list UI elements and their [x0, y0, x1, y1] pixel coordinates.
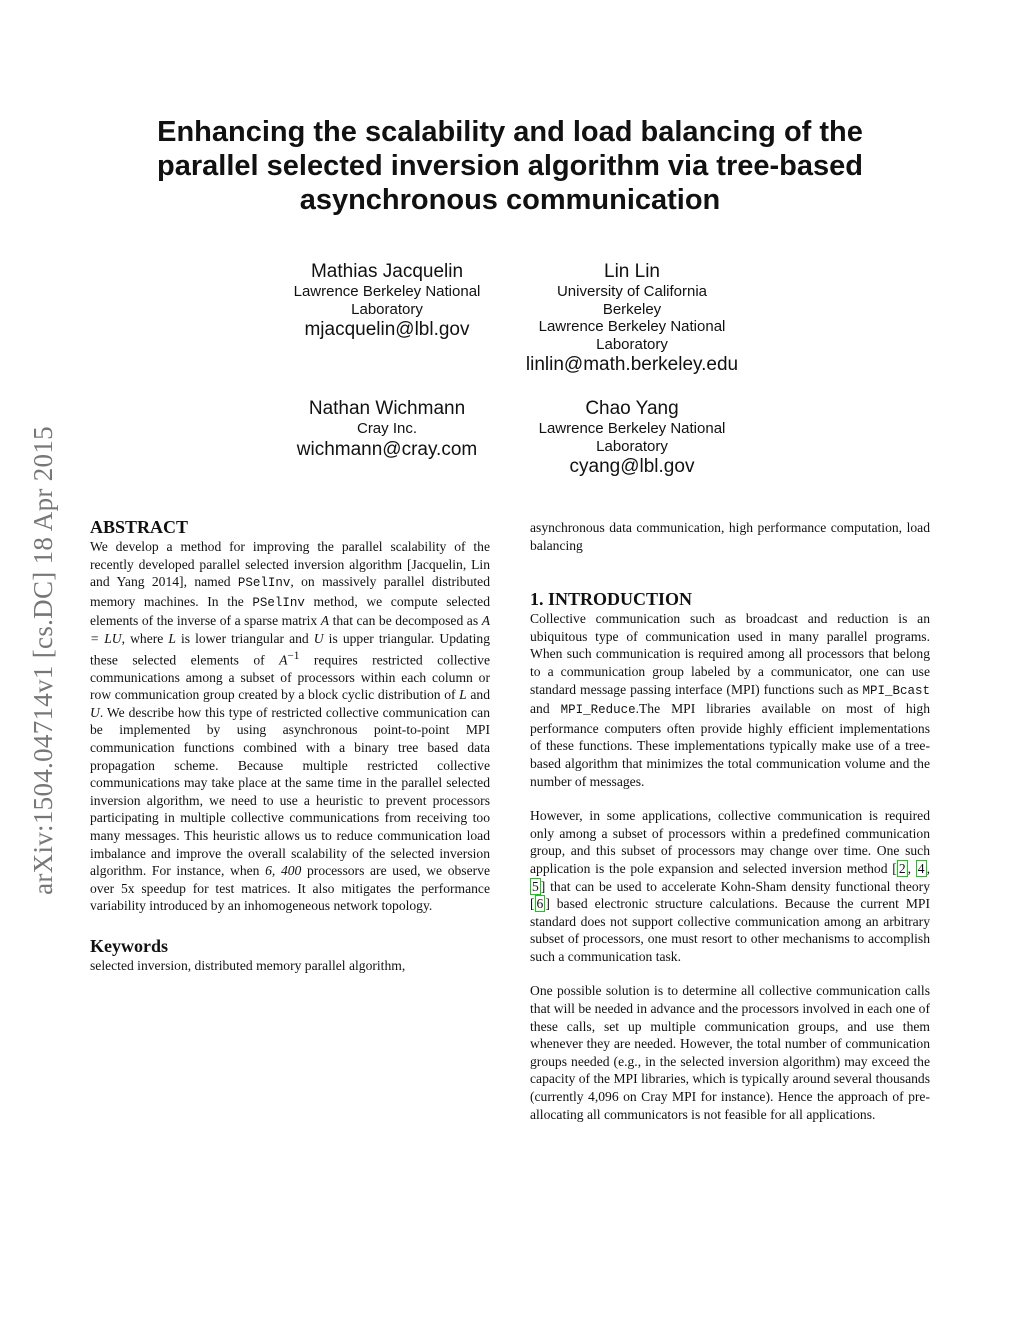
intro-paragraph-3: One possible solution is to determine all collective communication calls that will be needed in advance and the processors involved in each one of these calls, set up multiple communication groups, and use them whenever they are needed. However, the total number of communication groups needed (e.g., in the selected inversion algorithm) may exceed the capacity of the MPI libraries, which is typically around several thousands (currently 4,096 on Cray MPI for instance). Hence the approach of pre-allocating all communicators is not feasible for all applications.	[530, 983, 930, 1122]
author-block-1	[272, 261, 502, 341]
keywords-text: selected inversion, distributed memory parallel algorithm,	[90, 958, 406, 973]
arxiv-side-stamp	[18, 350, 68, 970]
author-name: Mathias Jacquelin	[310, 261, 464, 282]
author-affiliation: Berkeley	[602, 300, 662, 318]
author-affiliation: Lawrence Berkeley National	[538, 318, 726, 335]
author-affiliation: Laboratory	[596, 335, 668, 353]
author-affiliation: Lawrence Berkeley National	[293, 283, 481, 300]
author-email: linlin@math.berkeley.edu	[525, 354, 739, 375]
citation-link[interactable]: 4	[917, 860, 925, 876]
author-affiliation: Laboratory	[351, 300, 423, 318]
paper-title: Enhancing the scalability and load balancing of the parallel selected inversion algorithm via tree-based asynchronous communication	[157, 116, 863, 216]
citation-link[interactable]: 6	[536, 896, 544, 912]
author-affiliation: Lawrence Berkeley National	[538, 420, 726, 437]
left-column	[90, 516, 490, 975]
keywords-heading: Keywords	[90, 936, 168, 956]
citation-link[interactable]: 2	[898, 860, 906, 876]
author-affiliation: Laboratory	[596, 437, 668, 455]
intro-paragraph-1: Collective communication such as broadcast and reduction is an ubiquitous type of communication used in many parallel programs. When such communication is required among all processors that belong to a communication group labeled by a communicator, one can use standard message passing interface (MPI) functions such as MPI_Bcast and MPI_Reduce.The MPI libraries available on most of high performance computers often provide highly efficient implementations of these functions. These implementations typically make use of a tree-based algorithm that minimizes the total communication volume and the number of messages.	[530, 611, 930, 789]
author-email: cyang@lbl.gov	[569, 456, 695, 477]
citation-link[interactable]: 5	[532, 878, 539, 894]
author-email: mjacquelin@lbl.gov	[304, 319, 470, 340]
intro-paragraph-2: However, in some applications, collective communication is required only among a subset of processors within a predefined communication group, and this subset of processors may change over time. One such application is the pole expansion and selected inversion method [ 2 , 4 , 5 ] that can be used to accelerate Kohn-Sham density functional theory [ 6 ] based electronic structure calculations. Because the current MPI standard does not support collective communication among an arbitrary subset of processors, one must resort to other mechanisms to accomplish such a communication task.	[530, 808, 930, 964]
author-affiliation: University of California	[556, 283, 708, 300]
author-name: Nathan Wichmann	[308, 398, 466, 419]
keywords-text-continued: asynchronous data communication, high performance computation, load balancing	[530, 520, 930, 553]
author-block-3	[272, 398, 502, 461]
abstract-body: We develop a method for improving the parallel scalability of the recently developed parallel selected inversion algorithm [Jacquelin, Lin and Yang 2014], named PSelInv, on massively parallel distributed memory machines. In the PSelInv method, we compute selected elements of the inverse of a sparse matrix A that can be decomposed as A = LU, where L is lower triangular and U is upper triangular. Updating these selected elements of $A^{-1}$ requires restricted collective communications among a subset of processors within each column or row communication group created by a block cyclic distribution of L and U. We describe how this type of restricted collective communication can be implemented by using asynchronous point-to-point MPI communication functions combined with a binary tree based data propagation scheme. Because multiple restricted collective communications may take place at the same time in the parallel selected inversion algorithm, we need to use a heuristic to prevent processors participating in multiple collective communications from receiving too many messages. This heuristic allows us to reduce communication load imbalance and improve the overall scalability of the selected inversion algorithm. For instance, when 6, 400 processors are used, we observe over 5x speedup for test matrices. It also mitigates the performance variability introduced by an inhomogeneous network topology.	[90, 539, 490, 914]
author-block-4	[512, 398, 752, 478]
author-affiliation: Cray Inc.	[356, 420, 417, 437]
author-email: wichmann@cray.com	[296, 438, 478, 460]
abstract-heading: ABSTRACT	[90, 517, 189, 537]
author-name: Lin Lin	[604, 261, 660, 282]
right-column	[530, 519, 930, 1123]
author-block-2	[512, 261, 752, 376]
introduction-heading: 1. INTRODUCTION	[530, 589, 693, 610]
arxiv-identifier: arXiv:1504.04714v1 [cs.DC] 18 Apr 2015	[27, 425, 58, 895]
author-name: Chao Yang	[585, 398, 679, 419]
